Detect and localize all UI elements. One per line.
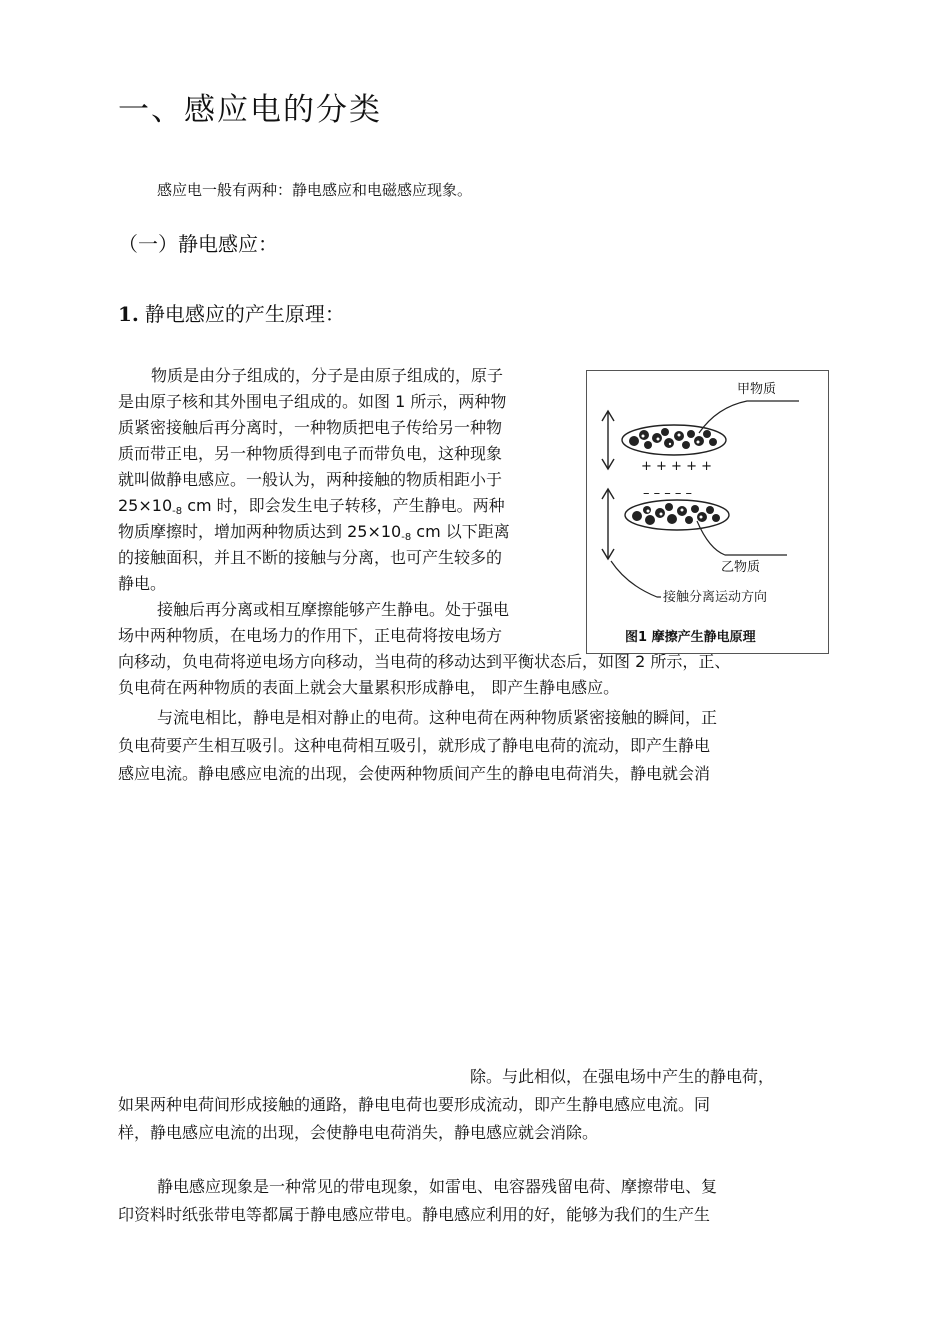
- material-a-ellipse: [622, 425, 726, 455]
- label-direction: 接触分离运动方向: [663, 590, 768, 605]
- para3-line: 与流电相比，静电是相对静止的电荷。这种电荷在两种物质紧密接触的瞬间，正: [157, 708, 718, 727]
- page-title: 一、感应电的分类: [118, 92, 382, 128]
- para2-line: 接触后再分离或相互摩擦能够产生静电。处于强电: [157, 600, 510, 619]
- section-heading: （一）静电感应：: [118, 232, 278, 256]
- para1-line: 质而带正电，另一种物质得到电子而带负电，这种现象: [118, 444, 503, 463]
- subsection-heading: [118, 298, 345, 327]
- para3-line: 如果两种电荷间形成接触的通路，静电电荷也要形成流动，即产生静电感应电流。同: [118, 1095, 711, 1114]
- para1-line: 就叫做静电感应。一般认为，两种接触的物质相距小于: [118, 470, 503, 489]
- para1-line: 静电。: [118, 574, 167, 593]
- material-b-ellipse: [625, 500, 729, 530]
- para3-line: 感应电流。静电感应电流的出现，会使两种物质间产生的静电电荷消失，静电就会消: [118, 764, 711, 783]
- para2-line: 向移动，负电荷将逆电场方向移动，当电荷的移动达到平衡状态后，如图 2 所示，正、: [118, 652, 731, 671]
- intro-paragraph: 感应电一般有两种：静电感应和电磁感应现象。: [157, 181, 473, 199]
- para1-line: 物质是由分子组成的，分子是由原子组成的，原子: [151, 366, 504, 385]
- para3-line: 负电荷要产生相互吸引。这种电荷相互吸引，就形成了静电电荷的流动，即产生静电: [118, 736, 711, 755]
- para1-line: 25×10-8 cm 时，即会发生电子转移，产生静电。两种: [118, 496, 505, 517]
- para2-line: 负电荷在两种物质的表面上就会大量累积形成静电， 即产生静电感应。: [118, 678, 620, 697]
- para4-line: 静电感应现象是一种常见的带电现象，如雷电、电容器残留电荷、摩擦带电、复: [157, 1177, 718, 1196]
- double-arrow-icon: [602, 411, 614, 559]
- para1-line: 质紧密接触后再分离时，一种物质把电子传给另一种物: [118, 418, 503, 437]
- para1-line: 物质摩擦时，增加两种物质达到 25×10-8 cm 以下距离: [118, 522, 510, 543]
- figure-friction-static: [586, 370, 829, 654]
- label-material-b: 乙物质: [721, 560, 761, 575]
- label-material-a: 甲物质: [737, 382, 777, 397]
- para2-line: 场中两种物质，在电场力的作用下，正电荷将按电场方: [118, 626, 503, 645]
- para1-line: 的接触面积，并且不断的接触与分离，也可产生较多的: [118, 548, 503, 567]
- leader-line-direction: [611, 561, 661, 597]
- plus-charges: + + + + +: [641, 459, 712, 474]
- para4-line: 印资料时纸张带电等都属于静电感应带电。静电感应利用的好，能够为我们的生产生: [118, 1205, 711, 1224]
- figure-caption: 图1 摩擦产生静电原理: [625, 630, 756, 645]
- para3-line: 样，静电感应电流的出现，会使静电电荷消失，静电感应就会消除。: [118, 1123, 599, 1142]
- minus-charges: – – – – –: [643, 486, 693, 501]
- subsection-number: 1.: [118, 302, 139, 326]
- leader-line-a: [699, 401, 799, 433]
- para3-line: 除。与此相似，在强电场中产生的静电荷，: [470, 1067, 775, 1086]
- subsection-title: 静电感应的产生原理：: [144, 302, 345, 326]
- para1-line: 是由原子核和其外围电子组成的。如图 1 所示，两种物: [118, 392, 507, 411]
